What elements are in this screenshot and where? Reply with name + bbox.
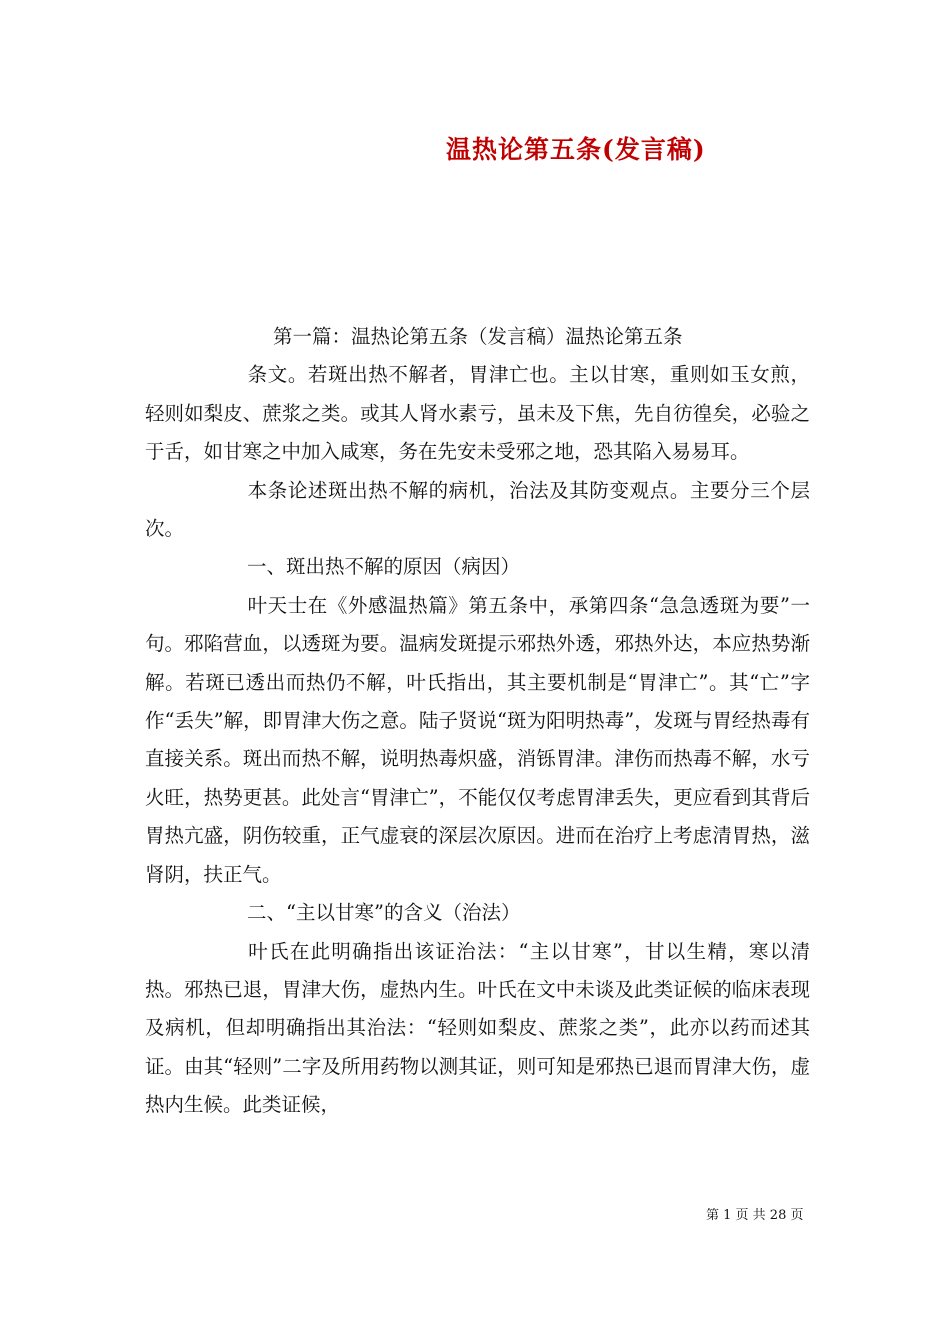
document-body (145, 318, 810, 1125)
page-footer: 第 1 页 共 28 页 (706, 1208, 804, 1223)
paragraph-heading: 第一篇：温热论第五条（发言稿）温热论第五条 (273, 325, 683, 348)
paragraph-article-text (145, 356, 810, 471)
paragraph-article-text-content: 条文。若斑出热不解者，胃津亡也。主以甘寒，重则如玉女煎，轻则如梨皮、蔗浆之类。或其人肾水素亏，虽未及下焦，先自彷徨矣，必验之于舌，如甘寒之中加入咸寒，务在先安未受邪之地，恐其陷入易易耳。 (145, 363, 810, 464)
section-heading-1-content: 一、斑出热不解的原因（病因） (247, 555, 521, 579)
paragraph-cause-content: 叶天士在《外感温热篇》第五条中，承第四条“急急透斑为要”一句。邪陷营血，以透斑为要。温病发斑提示邪热外透，邪热外达，本应热势渐解。若斑已透出而热仍不解，叶氏指出，其主要机制是“胃津亡”。其“亡”字作“丢失”解，即胃津大伤之意。陆子贤说“斑为阳明热毒”，发斑与胃经热毒有直接关系。斑出而热不解，说明热毒炽盛，消铄胃津。津伤而热毒不解，水亏火旺，热势更甚。此处言“胃津亡”，不能仅仅考虑胃津丢失，更应看到其背后胃热亢盛，阴伤较重，正气虚衰的深层次原因。进而在治疗上考虑清胃热，滋肾阴，扶正气。 (145, 593, 810, 886)
paragraph-overview-content: 本条论述斑出热不解的病机，治法及其防变观点。主要分三个层次。 (145, 478, 810, 541)
section-heading-1 (145, 548, 810, 586)
section-heading-2-content: 二、“主以甘寒”的含义（治法） (247, 901, 521, 925)
paragraph-treatment (145, 933, 810, 1125)
paragraph-overview (145, 472, 810, 549)
section-heading-2 (145, 894, 810, 932)
paragraph-treatment-content: 叶氏在此明确指出该证治法：“主以甘寒”，甘以生精，寒以清热。邪热已退，胃津大伤，虚热内生。叶氏在文中未谈及此类证候的临床表现及病机，但却明确指出其治法：“轻则如梨皮、蔗浆之类”，此亦以药而述其证。由其“轻则”二字及所用药物以测其证，则可知是邪热已退而胃津大伤，虚热内生候。此类证候， (145, 939, 810, 1117)
document-title: 温热论第五条(发言稿) (446, 135, 706, 164)
paragraph-cause (145, 587, 810, 894)
